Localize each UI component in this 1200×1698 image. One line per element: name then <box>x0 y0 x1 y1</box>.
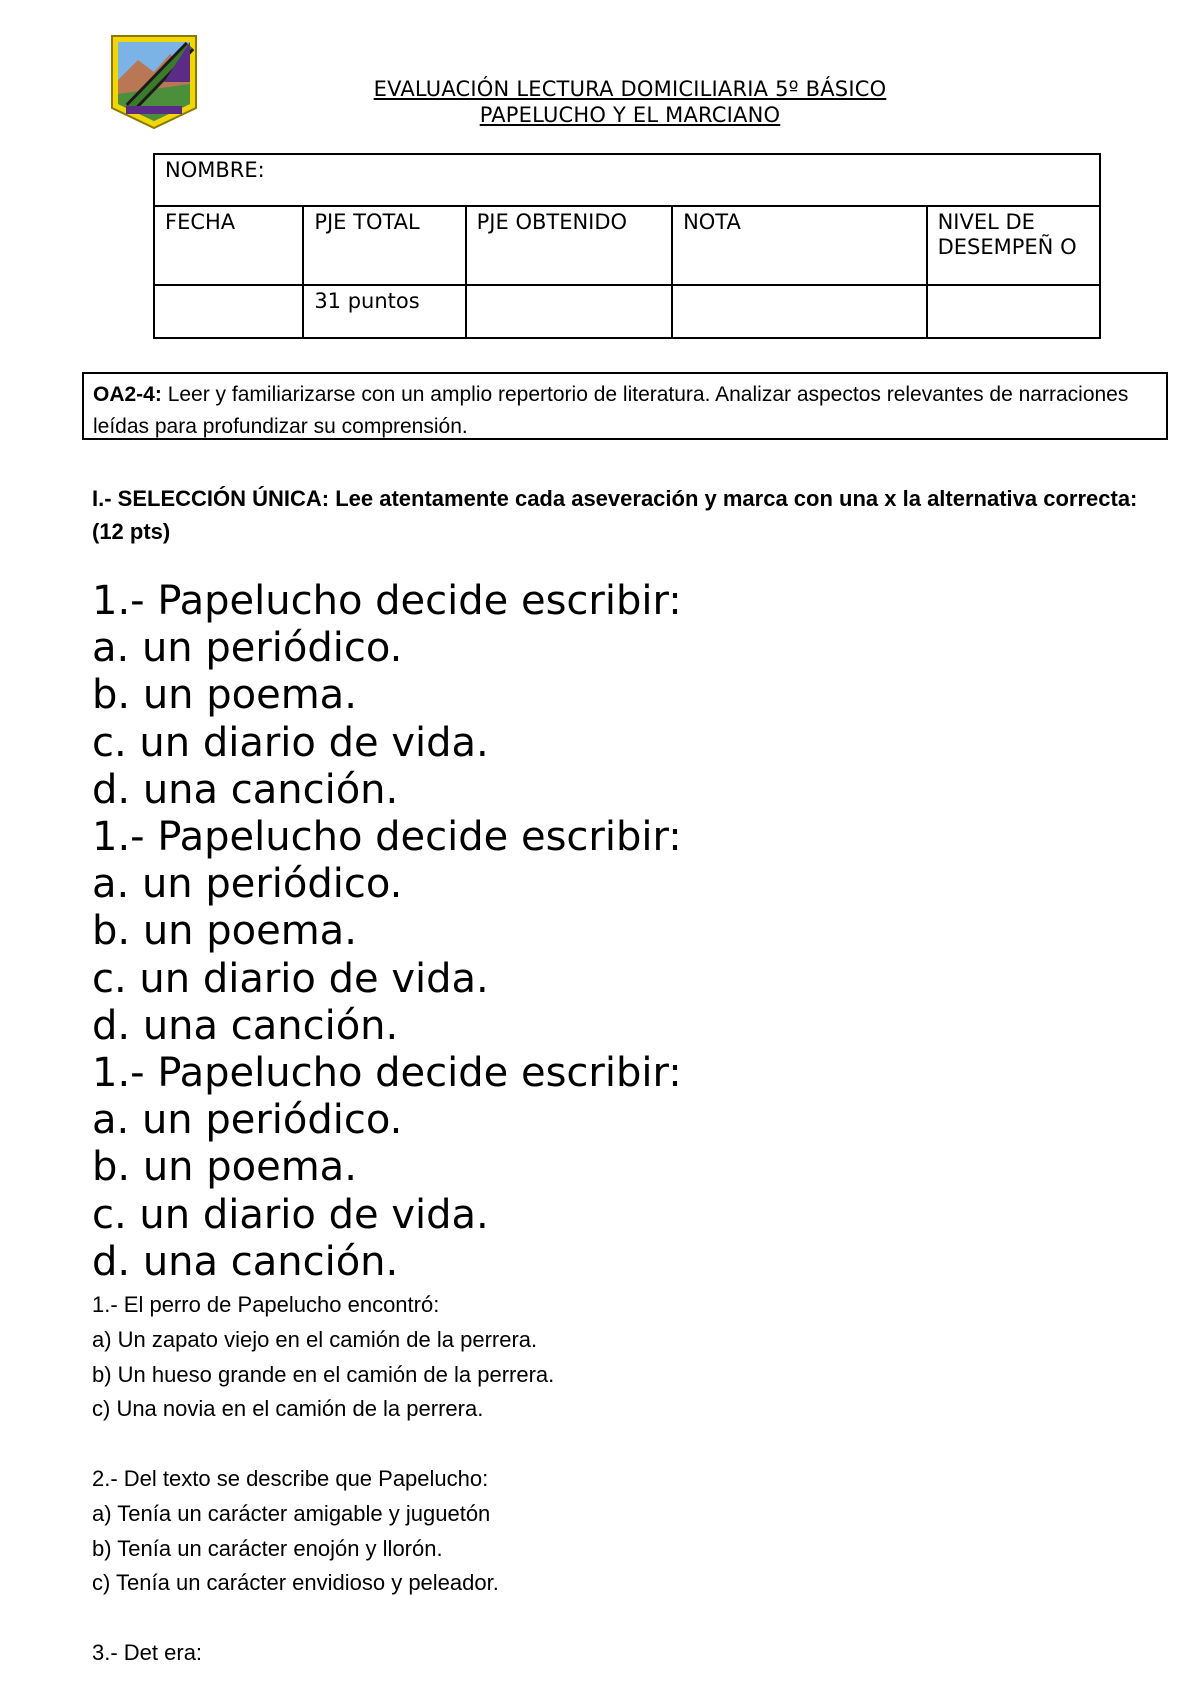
student-info-table <box>153 153 1101 339</box>
question-text: 1.- Papelucho decide escribir: <box>92 1050 682 1097</box>
date-field[interactable] <box>154 285 303 338</box>
answer-option[interactable]: b) Tenía un carácter enojón y llorón. <box>92 1535 443 1561</box>
answer-option[interactable]: a. un periódico. <box>92 1097 403 1144</box>
answer-option[interactable]: a) Tenía un carácter amigable y juguetón <box>92 1500 491 1526</box>
answer-option[interactable]: d. una canción. <box>92 1002 399 1049</box>
answer-option[interactable]: b. un poema. <box>92 672 357 719</box>
objective-text: Leer y familiarizarse con un amplio repertorio de literatura. Analizar aspectos relevantes de narraciones leídas para profundizar su comprensión. <box>93 383 1129 438</box>
question-list <box>92 1288 1092 1671</box>
performance-level-field[interactable] <box>927 285 1100 338</box>
header-cell: FECHA <box>154 206 303 285</box>
answer-option[interactable]: c. un diario de vida. <box>92 719 489 766</box>
total-score-value: 31 puntos <box>303 285 465 338</box>
answer-option[interactable]: c. un diario de vida. <box>92 1191 489 1238</box>
page-subtitle: PAPELUCHO Y EL MARCIANO <box>479 103 781 127</box>
answer-option[interactable]: a. un periódico. <box>92 861 403 908</box>
question-text: 3.- Det era: <box>92 1639 203 1665</box>
answer-option[interactable]: c) Tenía un carácter envidioso y peleador. <box>92 1570 499 1596</box>
answer-option[interactable]: b) Un hueso grande en el camión de la perrera. <box>92 1361 555 1387</box>
header-cell: PJE OBTENIDO <box>466 206 672 285</box>
learning-objective-box <box>82 372 1168 440</box>
page-title: EVALUACIÓN LECTURA DOMICILIARIA 5º BÁSICO <box>373 77 887 101</box>
section-heading: I.- SELECCIÓN ÚNICA: Lee atentamente cada aseveración y marca con una x la alternativa correcta: (12 pts) <box>92 486 1138 544</box>
answer-option[interactable]: a) Un zapato viejo en el camión de la perrera. <box>92 1326 538 1352</box>
answer-option[interactable]: d. una canción. <box>92 766 399 813</box>
question-text: 2.- Del texto se describe que Papelucho: <box>92 1465 489 1491</box>
objective-code: OA2-4: <box>93 383 162 406</box>
obtained-score-field[interactable] <box>466 285 672 338</box>
large-question-list <box>92 578 1092 1286</box>
answer-option[interactable]: d. una canción. <box>92 1238 399 1285</box>
grade-field[interactable] <box>672 285 927 338</box>
spacer <box>92 1427 1092 1462</box>
name-field[interactable] <box>154 154 1100 206</box>
header-cell: NIVEL DE DESEMPEÑ O <box>927 206 1100 285</box>
answer-option[interactable]: c. un diario de vida. <box>92 955 489 1002</box>
name-label: NOMBRE: <box>165 158 265 182</box>
question-text: 1.- Papelucho decide escribir: <box>92 814 682 861</box>
question-text: 1.- Papelucho decide escribir: <box>92 578 682 624</box>
answer-option[interactable]: c) Una novia en el camión de la perrera. <box>92 1396 484 1422</box>
answer-option[interactable]: a. un periódico. <box>92 625 403 672</box>
header-cell: NOTA <box>672 206 927 285</box>
header-cell: PJE TOTAL <box>303 206 465 285</box>
answer-option[interactable]: b. un poema. <box>92 1144 357 1191</box>
question-text: 1.- El perro de Papelucho encontró: <box>92 1292 440 1317</box>
answer-option[interactable]: b. un poema. <box>92 908 357 955</box>
spacer <box>92 1601 1092 1636</box>
